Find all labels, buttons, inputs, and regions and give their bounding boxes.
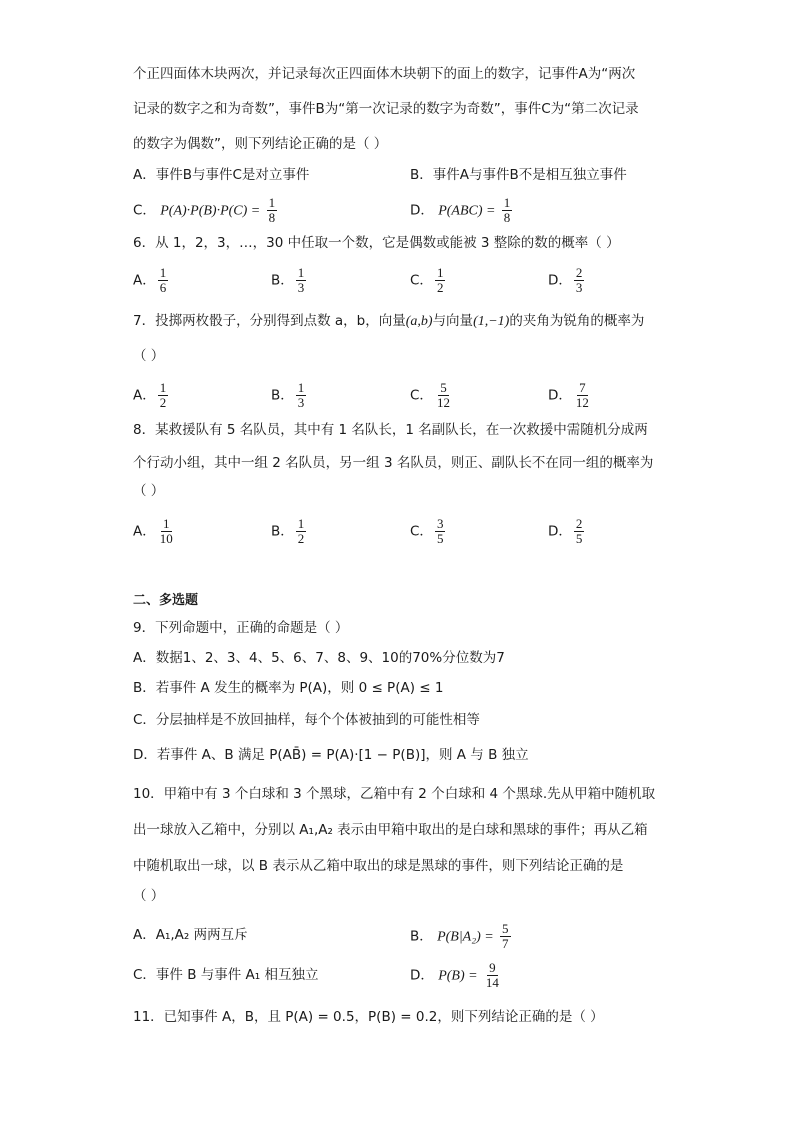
numerator: 1 [503, 195, 511, 210]
denominator: 12 [575, 395, 589, 410]
option-label: D． [410, 967, 434, 984]
fraction [296, 266, 307, 295]
numerator: 1 [297, 516, 305, 531]
q8-option-b [271, 517, 308, 546]
vector-1-neg1: (1,−1) [473, 314, 510, 329]
q7-option-b [271, 381, 308, 410]
q5-line-3: 的数字为偶数”，则下列结论正确的是（ ） [133, 136, 388, 152]
denominator: 3 [297, 395, 305, 410]
stem-text: 与向量 [432, 313, 474, 329]
fraction [484, 961, 501, 990]
denominator: 8 [268, 210, 276, 225]
numerator: 2 [575, 516, 583, 531]
q9-option-b: B．若事件 A 发生的概率为 P(A)，则 0 ≤ P(A) ≤ 1 [133, 680, 444, 696]
option-label: C． [133, 202, 156, 219]
q9-option-d: D．若事件 A、B 满足 P(AB̄) = P(A)·[1 − P(B)]，则 A 与 B 独立 [133, 747, 529, 763]
fraction [500, 922, 511, 951]
q6-option-c [410, 266, 447, 295]
fraction [435, 266, 446, 295]
q7-option-d [548, 381, 593, 410]
q6-stem: 6．从 1，2，3，…，30 中任取一个数，它是偶数或能被 3 整除的数的概率（ ） [133, 235, 620, 251]
numerator: 1 [297, 380, 305, 395]
fraction [158, 381, 169, 410]
option-label: B． [410, 928, 433, 945]
denominator: 6 [159, 280, 167, 295]
q8-line-2: 个行动小组，其中一组 2 名队员，另一组 3 名队员，则正、副队长不在同一组的概率为 [133, 455, 654, 471]
fraction [574, 517, 585, 546]
q8-line-1: 8．某救援队有 5 名队员，其中有 1 名队长，1 名副队长，在一次救援中需随机分成两 [133, 422, 648, 438]
math-expression: P(B) = [438, 968, 478, 984]
numerator: 5 [440, 380, 447, 395]
stem-text: 的夹角为锐角的概率为 [509, 313, 645, 329]
fraction [435, 517, 446, 546]
q8-option-d [548, 517, 586, 546]
q5-option-c [133, 196, 279, 225]
denominator: 7 [502, 936, 509, 951]
fraction [296, 381, 307, 410]
numerator: 1 [268, 195, 276, 210]
denominator: 14 [485, 975, 499, 990]
denominator: 2 [159, 395, 167, 410]
fraction [574, 266, 585, 295]
q10-line-2: 出一球放入乙箱中，分别以 A₁,A₂ 表示由甲箱中取出的是白球和黑球的事件；再从乙箱 [133, 822, 648, 838]
numerator: 1 [159, 265, 167, 280]
denominator: 5 [575, 531, 583, 546]
vector-a-b: (a,b) [405, 314, 433, 329]
fraction [158, 517, 175, 546]
q10-option-d [410, 961, 503, 990]
numerator: 1 [163, 516, 170, 531]
numerator: 3 [436, 516, 444, 531]
denominator: 3 [575, 280, 583, 295]
fraction [158, 266, 169, 295]
numerator: 1 [297, 265, 305, 280]
q8-option-c [410, 517, 447, 546]
section-heading: 二、多选题 [133, 593, 199, 608]
q5-option-a: A．事件B与事件C是对立事件 [133, 167, 310, 183]
numerator: 7 [579, 380, 586, 395]
denominator: 2 [436, 280, 444, 295]
denominator: 5 [436, 531, 444, 546]
q7-option-c [410, 381, 454, 410]
numerator: 9 [489, 960, 496, 975]
math-expression: P(B|A₂) = [437, 929, 494, 945]
q10-line-3: 中随机取出一球，以 B 表示从乙箱中取出的球是黑球的事件，则下列结论正确的是 [133, 858, 624, 874]
q7-option-a [133, 381, 170, 410]
q7-paren: （ ） [133, 348, 165, 364]
denominator: 3 [297, 280, 305, 295]
q6-option-b [271, 266, 308, 295]
q10-option-b [410, 922, 513, 951]
option-label: D． [548, 272, 572, 289]
numerator: 1 [159, 380, 167, 395]
q8-paren: （ ） [133, 483, 165, 499]
q9-option-a: A．数据1、2、3、4、5、6、7、8、9、10的70%分位数为7 [133, 650, 505, 666]
option-label: B． [271, 387, 294, 404]
option-label: A． [133, 272, 156, 289]
numerator: 2 [575, 265, 583, 280]
q10-option-c: C．事件 B 与事件 A₁ 相互独立 [133, 967, 319, 983]
q10-option-a: A．A₁,A₂ 两两互斥 [133, 927, 248, 943]
q9-option-c: C．分层抽样是不放回抽样，每个个体被抽到的可能性相等 [133, 712, 480, 728]
q10-paren: （ ） [133, 888, 165, 904]
q6-option-a [133, 266, 170, 295]
math-expression: P(A)·P(B)·P(C) = [160, 203, 261, 219]
q5-option-d [410, 196, 514, 225]
stem-text: 7．投掷两枚骰子，分别得到点数 a，b，向量 [133, 313, 406, 329]
option-label: B． [271, 272, 294, 289]
q7-stem [133, 311, 644, 332]
fraction [502, 196, 513, 225]
option-label: D． [410, 202, 434, 219]
q11-stem: 11．已知事件 A，B，且 P(A) = 0.5，P(B) = 0.2，则下列结论正确的是（ ） [133, 1009, 604, 1025]
math-expression: P(ABC) = [438, 203, 496, 219]
numerator: 1 [436, 265, 444, 280]
denominator: 8 [503, 210, 511, 225]
option-label: C． [410, 523, 433, 540]
denominator: 2 [297, 531, 305, 546]
option-label: A． [133, 523, 156, 540]
q9-stem: 9．下列命题中，正确的命题是（ ） [133, 620, 349, 636]
fraction [435, 381, 452, 410]
option-label: D． [548, 387, 572, 404]
denominator: 10 [159, 531, 173, 546]
denominator: 12 [436, 395, 450, 410]
fraction [267, 196, 278, 225]
q6-option-d [548, 266, 586, 295]
option-label: A． [133, 387, 156, 404]
option-label: D． [548, 523, 572, 540]
numerator: 5 [502, 921, 509, 936]
q5-line-1: 个正四面体木块两次，并记录每次正四面体木块朝下的面上的数字，记事件A为“两次 [133, 66, 636, 82]
q10-line-1: 10．甲箱中有 3 个白球和 3 个黑球，乙箱中有 2 个白球和 4 个黑球.先从甲箱中随机取 [133, 786, 656, 802]
option-label: C． [410, 387, 433, 404]
option-label: C． [410, 272, 433, 289]
fraction [296, 517, 307, 546]
option-label: B． [271, 523, 294, 540]
q5-line-2: 记录的数字之和为奇数”，事件B为“第一次记录的数字为奇数”，事件C为“第二次记录 [133, 101, 639, 117]
fraction [574, 381, 591, 410]
q5-option-b: B．事件A与事件B不是相互独立事件 [410, 167, 627, 183]
q8-option-a [133, 517, 177, 546]
